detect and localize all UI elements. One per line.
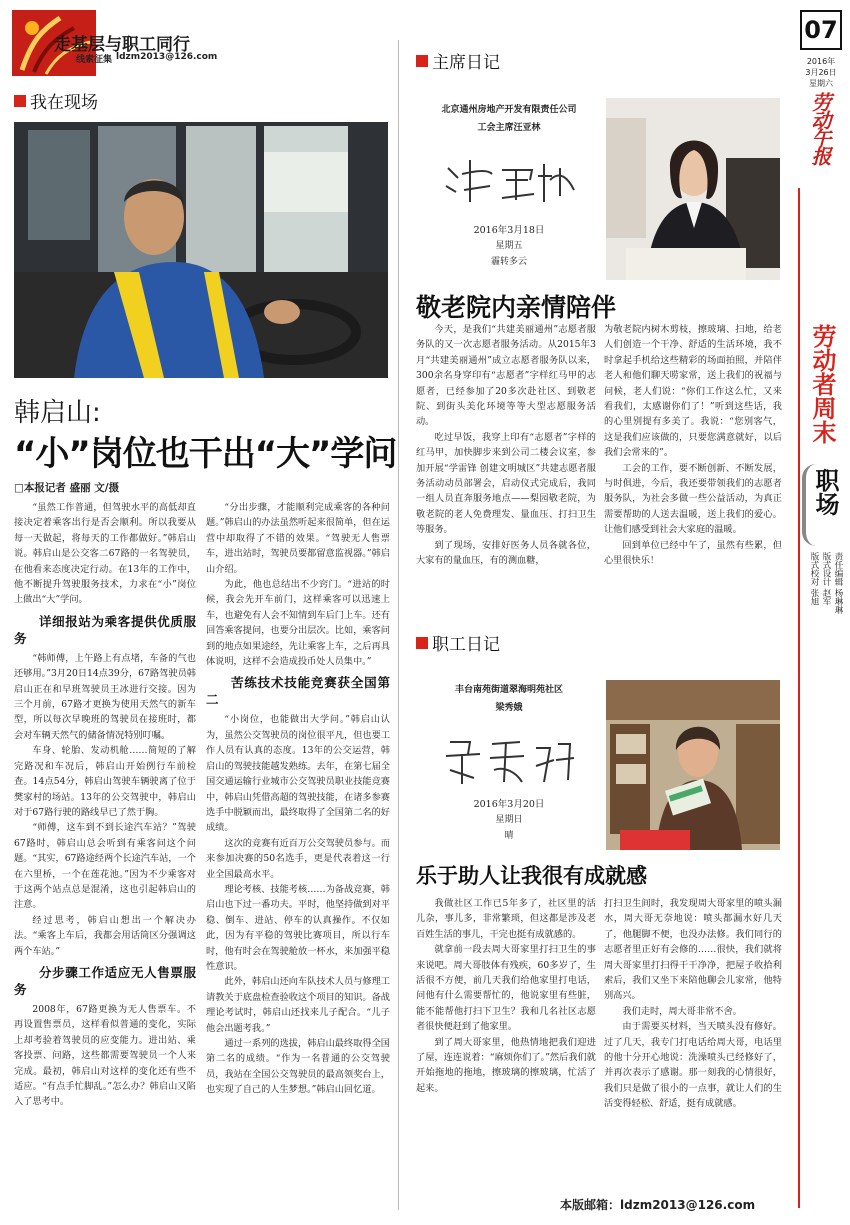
diary2-weather: 晴 [504,831,514,841]
diary1-signature [440,150,580,210]
page-number-box [800,10,842,50]
paragraph: 这次的竞赛有近百万公交驾驶员参与。而来参加决赛的50名选手，更是代表着这一行业全国最高水平。 [206,837,390,880]
headline-name: 韩启山: [14,398,101,428]
paragraph: 此外，韩启山还向车队技术人员与修理工请教关于底盘检查验收这个项目的知识。备战理论考试时，韩启山还找来儿子配合。“儿子他会出题考我。” [206,976,390,1034]
section-label: 职工日记 [432,635,500,655]
paragraph: 就拿前一段去周大哥家里打扫卫生的事来说吧。周大哥肢体有残疾，60多岁了，生活很不方便，前几天我们给他家里打电话，问他有什么需要帮忙的，他说家里有些脏，能不能帮他打扫下卫生？我和几名社区志愿者很快便赶到了他家里。 [416,944,596,1033]
diary2-signature [440,730,580,790]
diary1-weather: 霾转多云 [490,257,527,267]
diary1-person: 工会主席汪亚林 [477,123,541,133]
paragraph: 理论考核、技能考核……为备战竞赛，韩启山也下过一番功夫。平时，他坚持做到对平稳、倒车、进站、停车的认真操作。不仅如此，因为有平稳的驾驶比赛项目，所以行车时，他有时会在驾驶舱放一杯水，来加强平稳性意识。 [206,883,390,972]
paragraph: “师傅，这车到不到长途汽车站？”驾驶67路时，韩启山总会听到有乘客问这个问题。“其实，67路途经两个长途汽车站，一个在六里桥，一个在莲花池。”因为不少乘客对于这两个站点总是混淆，这也引起韩启山的注意。 [14,822,196,911]
paragraph: 今天，是我们“共建美丽通州”志愿者服务队的又一次志愿者服务活动。从2015年3月“共建美丽通州”成立志愿者服务队以来，300余名身穿印有“志愿者”字样红马甲的志愿者，已经参加了20多次赴社区、到敬老院、到街头美化环境等等大型志愿服务活动。 [416,324,596,428]
paper-name: 劳动午报 [808,92,832,164]
diary1-column-2 [604,322,782,612]
paragraph: 由于需要买材料，当天喷头没有修好。过了几天，我专门打电话给周大哥，电话里的他十分开心地说：洗澡喷头已经修好了，并再次表示了感谢。那一刻我的心情很好，我们只是做了很小的一点事，就让人们的生活变得轻松、舒适，挺有成就感。 [604,1021,782,1110]
design-credit: 版式设计 赵军 [821,552,831,606]
footer-email-label: 本版邮箱： [560,1198,621,1212]
footer-email[interactable]: ldzm2013@126.com [620,1198,756,1212]
sidebar-rule [798,188,800,1208]
issue-date: 3月26日 [805,68,837,77]
section-label: 主席日记 [432,53,500,73]
paragraph: 打扫卫生间时，我发现周大哥家里的喷头漏水，周大哥无奈地说：喷头都漏水好几天了，他腿脚不便，也没办法修。我们同行的志愿者里正好有会修的……很快，我们就将周大哥家里打扫得干干净净，把屋子收拾利索后，我们又坐下来陪他聊会儿家常，他特别高兴。 [604,898,782,1002]
diary2-person: 梁秀娥 [495,703,523,713]
paragraph: 2008年，67路更换为无人售票车。不再设置售票员，这样看似普通的变化，实际上却考验着驾驶员的应变能力。进出站、乘客投票、问路，这些都需要驾驶员一个人来完成。最初，韩启山对这样的变化还有些不适应。“有点手忙脚乱。”怎么办？韩启山又陷入了思考中。 [14,1003,196,1108]
paragraph: 回到单位已经中午了，虽然有些累，但心里很快乐！ [604,539,782,567]
chairwoman-photo [606,98,780,280]
story-column-2 [206,500,390,1200]
footer-email-line [560,1196,755,1213]
diary1-title: 敬老院内亲情陪伴 [416,293,617,322]
proof-credit: 版式校对 张旭 [809,552,819,606]
paragraph: 通过一系列的选拔，韩启山最终取得全国第二名的成绩。“作为一名普通的公交驾驶员，我站在全国公交驾驶员的最高领奖台上，也实现了自己的人生梦想。”韩启山回忆道。 [206,1038,390,1096]
diary1-column-1 [416,322,596,612]
story-intro [14,500,196,608]
editor-credit: 责任编辑 杨琳琳 [833,552,843,615]
diary1-weekday: 星期五 [495,241,523,251]
diary1-org: 北京通州房地产开发有限责任公司 [441,105,577,115]
logo-subtitle: 线索征集 [76,55,113,65]
paragraph: 为此，他也总结出不少窍门。“进站的时候，我会先开车前门，这样乘客可以迅速上车，也避免有人会不知情到车后门上车。还有回答乘客提问，也要分出层次。比如，乘客问到的地点如果途经，先让乘客上车，之后再具体说明，这样不会造成投币处人员集中。” [206,579,390,668]
diary1-date: 2016年3月18日 [473,225,545,236]
paragraph: “分出步骤，才能顺利完成乘客的各种问题。”韩启山的办法虽然听起来很简单，但在运营中却取得了不错的效果。“驾驶无人售票车，进出站时，驾驶员要都留意监视器。”韩启山介绍。 [206,502,390,575]
section-marker [416,55,428,67]
diary2-weekday: 星期日 [495,815,523,825]
section-label: 我在现场 [30,93,98,113]
paragraph: 工会的工作，要不断创新、不断发展，与时俱进，今后，我还要带领我们的志愿者服务队，为社会多做一些公益活动，为真正需要帮助的人送去温暖，送上我们的爱心。让他们感受到社会大家庭的温暖。 [604,462,782,536]
diary2-title: 乐于助人让我很有成就感 [416,864,647,888]
diary2-column-2 [604,896,782,1178]
logo-email: ldzm2013@126.com [116,52,218,62]
diary2-org: 丰台南苑街道翠海明苑社区 [454,685,563,695]
section-header-chair-diary [416,48,500,73]
section-name: 职场 [811,468,839,516]
paragraph: 到了现场，安排好医务人员各就各位，大家有的量血压，有的测血糖， [416,539,596,567]
paragraph: 我们走时，周大哥非常不舍。 [622,1005,742,1017]
subhead-announce-stops: 详细报站为乘客提供优质服务 [14,613,196,646]
subhead-skills-contest: 苦练技术技能竞赛获全国第二 [206,675,390,708]
paragraph: 我做社区工作已5年多了，社区里的活儿杂，事儿多，非常繁琐，但这都是涉及老百姓生活的事儿，干完也挺有成就感的。 [416,898,596,940]
paragraph: 为敬老院内树木剪枝，擦玻璃、扫地，给老人们创造一个干净、舒适的生活环境，我不时拿起手机给这些精彩的场面拍照，并陪伴老人和他们聊天唠家常，送上我们的祝福与问候，老人们说：“你们工作这么忙，又来看我们，太感谢你们了！”听到这些话，我的心里别提有多美了。我说：“您别客气，这是我们应该做的，只要您满意就好，以后我们会常来的”。 [604,324,782,459]
column-name: 劳动者周末 [808,324,836,444]
paragraph: “韩师傅，上午路上有点堵，车备的气也还够用。”3月20日14点39分，67路驾驶员韩启山正在和早班驾驶员王冰进行交接。因为三个月前，67路才更换为使用天然气的新车型，所以每次早晚班的驾驶员在接班时，都会对车辆天然气的储备情况特别叮嘱。 [14,652,196,741]
page-number: 07 [804,16,838,44]
paragraph: 车身、轮胎、发动机舱……简短的了解完路况和车况后，韩启山开始例行车前检查。14点54分，韩启山驾驶车辆驶离了位于樊家村的场站。13年的公交驾驶中，韩启山对于67路行驶的路线早已了然于胸。 [14,745,196,818]
subhead-unmanned-ticketing: 分步骤工作适应无人售票服务 [14,964,196,997]
story-column-1 [14,500,196,1200]
section-header-worker-diary [416,630,500,655]
diary2-date: 2016年3月20日 [473,799,545,810]
issue-weekday: 星期六 [809,79,833,88]
paragraph: 吃过早饭，我穿上印有“志愿者”字样的红马甲，加快脚步来到公司二楼会议室，参加开展“学雷锋 创建文明城区”共建志愿者服务活动动员部署会，启动仪式完成后，我同一组人员直奔服务地点——梨园敬老院，为敬老院的老人免费理发、量血压、打扫卫生等服务。 [416,431,596,536]
paragraph: “虽然工作普通，但驾驶水平的高低却直接决定着乘客出行是否会顺利。所以我要从每一天做起，将每天的工作都做好。”韩启山说。韩启山是公交客二67路的一名驾驶员，在他看来态度决定行动。在13年的工作中，他不断提升驾驶服务技术，力求在“小”岗位上做出“大”学问。 [14,502,196,606]
sidebar [796,6,846,1216]
column-divider [398,40,399,1210]
section-marker [14,95,26,107]
paragraph: 经过思考，韩启山想出一个解决办法。“乘客上车后，我都会用话筒区分强调这两个车站。” [14,914,196,957]
diary2-column-1 [416,896,596,1178]
headline-main: “小”岗位也干出“大”学问 [14,434,397,474]
community-worker-photo [606,680,780,850]
signature-image [440,150,580,210]
logo-title: 走基层与职工同行 [54,35,190,55]
bus-driver-photo [14,122,388,378]
paragraph: “小岗位，也能做出大学问。”韩启山认为，虽然公交驾驶员的岗位很平凡，但也要工作人员有认真的态度。13年的公交运营，韩启山的驾驶技能越发熟练。去年，在第七届全国交通运输行业城市公交驾驶员职业技能竞赛中，韩启山凭借高超的驾驶技能，在诸多参赛选手中脱颖而出，最终取得了全国第二名的好成绩。 [206,714,390,834]
signature-image [440,730,580,790]
section-header-on-site [14,88,98,113]
section-marker [416,637,428,649]
byline: □本报记者 盛丽 文/摄 [14,482,120,494]
masthead-logo [12,10,252,76]
issue-year: 2016年 [806,57,836,66]
paragraph: 到了周大哥家里，他热情地把我们迎进了屋，连连说着：“麻烦你们了。”然后我们就开始拖地的拖地，擦玻璃的擦玻璃，忙活了起来。 [416,1036,596,1094]
